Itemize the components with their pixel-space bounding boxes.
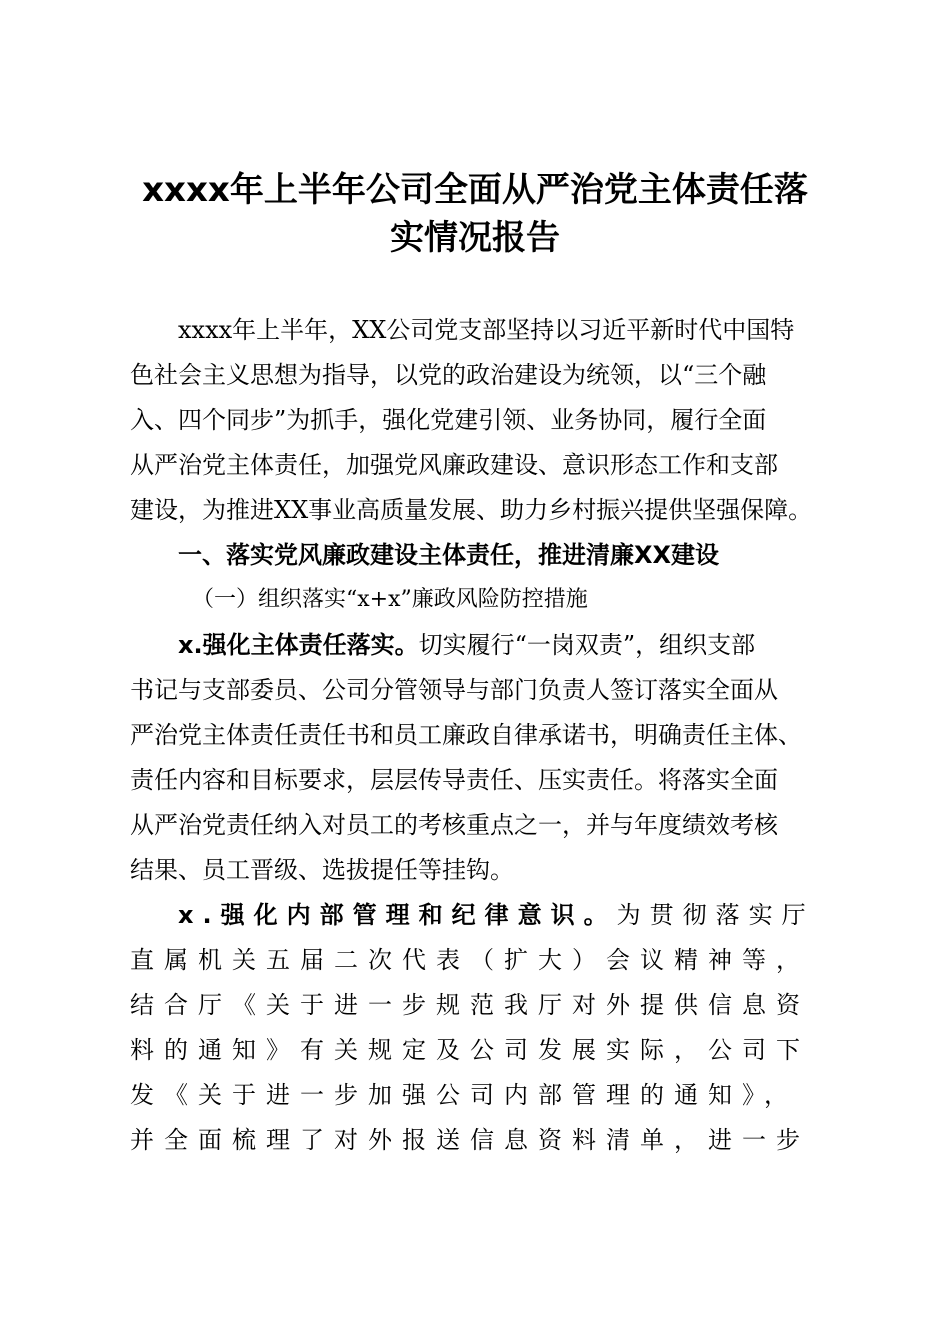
subsection-heading: （一）组织落实“x+x”廉政风险防控措施: [192, 587, 588, 612]
item-1-first-line: [178, 629, 755, 661]
intro-paragraph-line: 建设，为推进XX事业高质量发展、助力乡村振兴提供坚强保障。: [130, 496, 813, 524]
intro-paragraph-line: 色社会主义思想为指导，以党的政治建设为统领，以“三个融: [130, 361, 767, 389]
item-2-bold-lead: x.强化内部管理和纪律意识。: [178, 901, 617, 929]
item-1-bold-lead: x.强化主体责任落实。: [178, 631, 419, 659]
item-2-line: 结合厅《关于进一步规范我厅对外提供信息资: [130, 991, 810, 1019]
item-1-line: 书记与支部委员、公司分管领导与部门负责人签订落实全面从: [130, 676, 778, 704]
item-2-first-line-text: 为贯彻落实厅: [616, 901, 815, 929]
item-2-line: 发《关于进一步加强公司内部管理的通知》，: [130, 1081, 798, 1109]
item-2-line: 直属机关五届二次代表（扩大）会议精神等，: [130, 946, 810, 974]
item-1-line: 结果、员工晋级、选拔提任等挂钩。: [130, 856, 514, 884]
intro-paragraph-line: xxxx年上半年，XX公司党支部坚持以习近平新时代中国特: [178, 316, 795, 344]
document-title-line-1: xxxx年上半年公司全面从严治党主体责任落: [142, 170, 808, 210]
item-2-line: 并全面梳理了对外报送信息资料清单，进一步: [130, 1126, 810, 1154]
intro-paragraph-line: 入、四个同步”为抓手，强化党建引领、业务协同，履行全面: [130, 406, 767, 434]
item-1-line: 严治党主体责任责任书和员工廉政自律承诺书，明确责任主体、: [130, 721, 802, 749]
item-1-first-line-text: 切实履行“一岗双责”，组织支部: [418, 631, 756, 659]
intro-paragraph-line: 从严治党主体责任，加强党风廉政建设、意识形态工作和支部: [130, 451, 778, 479]
item-2-line: 料的通知》有关规定及公司发展实际，公司下: [130, 1036, 810, 1064]
document-title-line-2: 实情况报告: [390, 218, 560, 258]
item-1-line: 从严治党责任纳入对员工的考核重点之一，并与年度绩效考核: [130, 811, 778, 839]
item-2-first-line: [178, 899, 815, 931]
item-1-line: 责任内容和目标要求，层层传导责任、压实责任。将落实全面: [130, 766, 778, 794]
section-heading: 一、落实党风廉政建设主体责任，推进清廉XX建设: [178, 541, 720, 569]
